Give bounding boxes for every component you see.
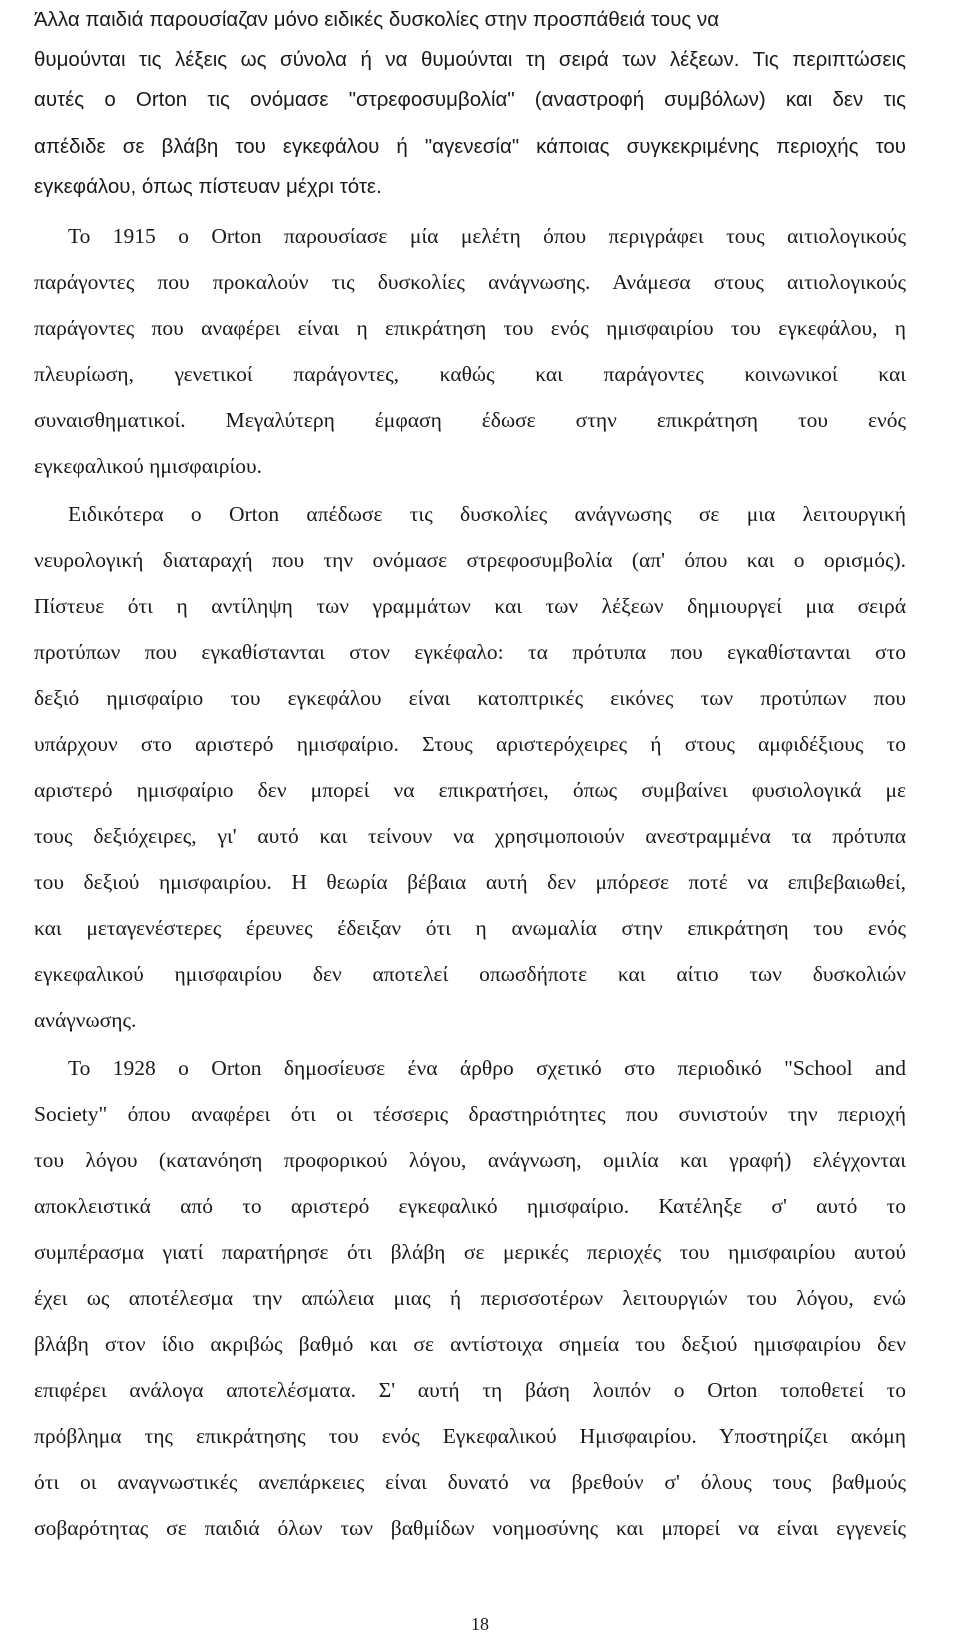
text-line: προτύπων που εγκαθίστανται στον εγκέφαλο: τα πρότυπα που εγκαθίστανται στο	[34, 640, 906, 664]
text-line: εγκεφαλικού ημισφαιρίου.	[34, 454, 263, 478]
text-line: ανάγνωσης.	[34, 1008, 137, 1032]
text-line: συναισθηματικοί. Μεγαλύτερη έμφαση έδωσε στην επικράτηση του ενός	[34, 408, 906, 432]
text-line: και μεταγενέστερες έρευνες έδειξαν ότι η ανωμαλία στην επικράτηση του ενός	[34, 916, 906, 940]
text-line: τους δεξιόχειρες, γι' αυτό και τείνουν να χρησιμοποιούν ανεστραμμένα τα πρότυπα	[34, 824, 906, 848]
text-line: εγκεφαλικού ημισφαιρίου δεν αποτελεί οπωσδήποτε και αίτιο των δυσκολιών	[34, 962, 906, 986]
text-line: υπάρχουν στο αριστερό ημισφαίριο. Στους αριστερόχειρες ή στους αμφιδέξιους το	[34, 732, 906, 756]
text-line: αριστερό ημισφαίριο δεν μπορεί να επικρατήσει, όπως συμβαίνει φυσιολογικά με	[34, 778, 906, 802]
text-line: Ειδικότερα ο Orton απέδωσε τις δυσκολίες ανάγνωσης σε μια λειτουργική	[68, 502, 906, 526]
text-line: παράγοντες που προκαλούν τις δυσκολίες ανάγνωσης. Ανάμεσα στους αιτιολογικούς	[34, 270, 906, 294]
text-line: Πίστευε ότι η αντίληψη των γραμμάτων και των λέξεων δημιουργεί μια σειρά	[34, 594, 906, 618]
text-line: απέδιδε σε βλάβη του εγκεφάλου ή "αγενεσία" κάποιας συγκεκριμένης περιοχής του	[34, 135, 906, 158]
text-line: Society" όπου αναφέρει ότι οι τέσσερις δραστηριότητες που συνιστούν την περιοχή	[34, 1102, 906, 1126]
text-line: δεξιό ημισφαίριο του εγκεφάλου είναι κατοπτρικές εικόνες των προτύπων που	[34, 686, 906, 710]
text-line: ότι οι αναγνωστικές ανεπάρκειες είναι δυνατό να βρεθούν σ' όλους τους βαθμούς	[34, 1470, 906, 1494]
text-line: αποκλειστικά από το αριστερό εγκεφαλικό ημισφαίριο. Κατέληξε σ' αυτό το	[34, 1194, 906, 1218]
text-line: συμπέρασμα γιατί παρατήρησε ότι βλάβη σε μερικές περιοχές του ημισφαιρίου αυτού	[34, 1240, 906, 1264]
text-line: του λόγου (κατανόηση προφορικού λόγου, ανάγνωση, ομιλία και γραφή) ελέγχονται	[34, 1148, 906, 1172]
text-line: Το 1928 ο Orton δημοσίευσε ένα άρθρο σχετικό στο περιοδικό "School and	[68, 1056, 906, 1080]
text-line: πλευρίωση, γενετικοί παράγοντες, καθώς και παράγοντες κοινωνικοί και	[34, 362, 906, 386]
text-line: θυμούνται τις λέξεις ως σύνολα ή να θυμούνται τη σειρά των λέξεων. Τις περιπτώσεις	[34, 48, 906, 71]
text-line: Το 1915 ο Orton παρουσίασε μία μελέτη όπου περιγράφει τους αιτιολογικούς	[68, 224, 906, 248]
text-line: εγκεφάλου, όπως πίστευαν μέχρι τότε.	[34, 175, 382, 198]
text-line: βλάβη στον ίδιο ακριβώς βαθμό και σε αντίστοιχα σημεία του δεξιού ημισφαιρίου δεν	[34, 1332, 906, 1356]
text-line: πρόβλημα της επικράτησης του ενός Εγκεφαλικού Ημισφαιρίου. Υποστηρίζει ακόμη	[34, 1424, 906, 1448]
text-line: έχει ως αποτέλεσμα την απώλεια μιας ή περισσοτέρων λειτουργιών του λόγου, ενώ	[34, 1286, 906, 1310]
text-line: νευρολογική διαταραχή που την ονόμασε στρεφοσυμβολία (απ' όπου και ο ορισμός).	[34, 548, 906, 572]
text-line: αυτές ο Orton τις ονόμασε "στρεφοσυμβολία" (αναστροφή συμβόλων) και δεν τις	[34, 88, 906, 111]
text-line: επιφέρει ανάλογα αποτελέσματα. Σ' αυτή τη βάση λοιπόν ο Orton τοποθετεί το	[34, 1378, 906, 1402]
text-line: σοβαρότητας σε παιδιά όλων των βαθμίδων νοημοσύνης και μπορεί να είναι εγγενείς	[34, 1516, 906, 1540]
text-line: Άλλα παιδιά παρουσίαζαν μόνο ειδικές δυσκολίες στην προσπάθειά τους να	[34, 8, 720, 31]
page-number: 18	[471, 1614, 489, 1634]
text-line: παράγοντες που αναφέρει είναι η επικράτηση του ενός ημισφαιρίου του εγκεφάλου, η	[34, 316, 906, 340]
text-line: του δεξιού ημισφαιρίου. Η θεωρία βέβαια αυτή δεν μπόρεσε ποτέ να επιβεβαιωθεί,	[34, 870, 906, 894]
